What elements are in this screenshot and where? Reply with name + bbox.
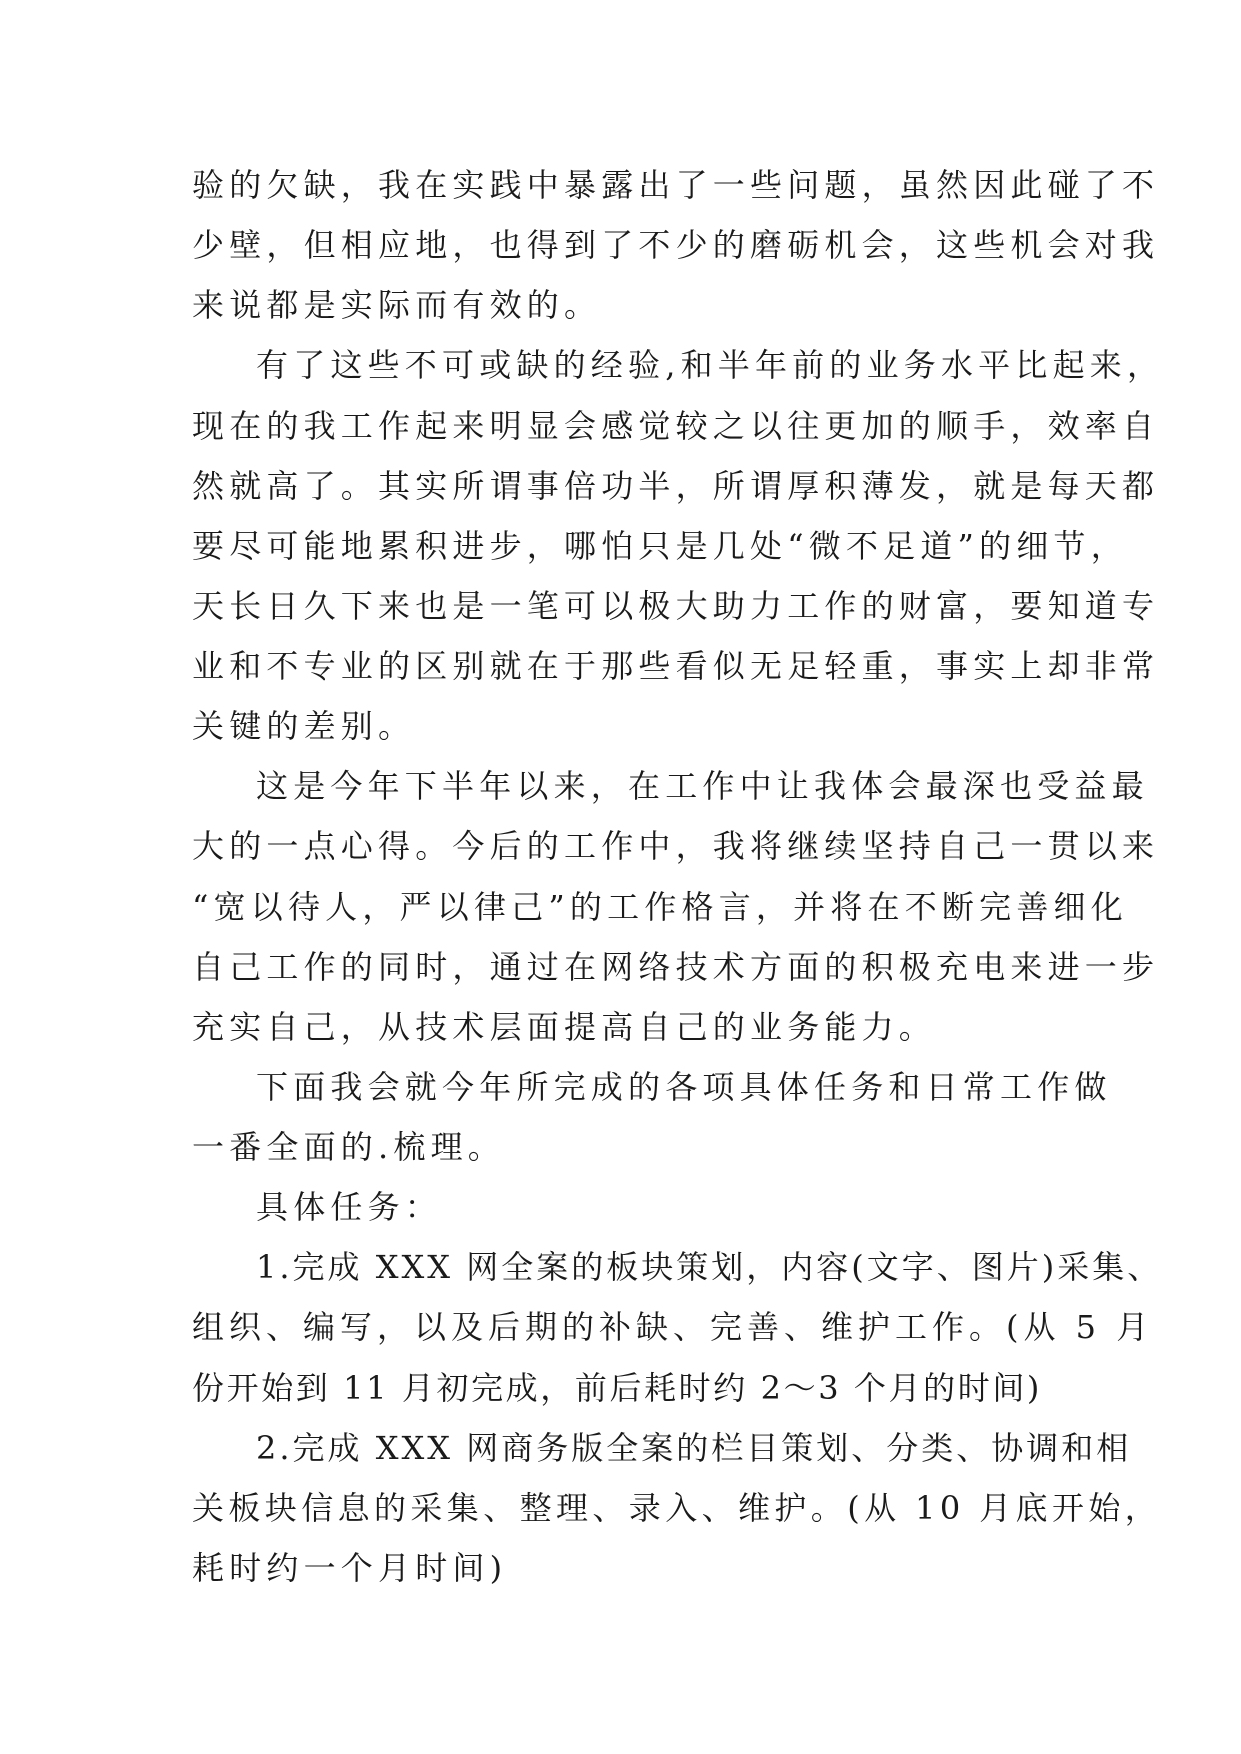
text-line: 关键的差别。 bbox=[192, 707, 416, 745]
text-line: 这是今年下半年以来，在工作中让我体会最深也受益最 bbox=[256, 767, 1149, 805]
text-line: 自己工作的同时，通过在网络技术方面的积极充电来进一步 bbox=[192, 948, 1160, 986]
text-line: 有了这些不可或缺的经验,和半年前的业务水平比起来， bbox=[256, 346, 1165, 384]
text-line: 大的一点心得。今后的工作中，我将继续坚持自己一贯以来 bbox=[192, 827, 1160, 865]
text-line: 耗时约一个月时间) bbox=[192, 1549, 508, 1587]
text-line: 业和不专业的区别就在于那些看似无足轻重，事实上却非常 bbox=[192, 647, 1160, 685]
text-line: 验的欠缺，我在实践中暴露出了一些问题，虽然因此碰了不 bbox=[192, 166, 1160, 204]
text-line: 少壁，但相应地，也得到了不少的磨砺机会，这些机会对我 bbox=[192, 226, 1160, 264]
text-line: 要尽可能地累积进步，哪怕只是几处“微不足道”的细节， bbox=[192, 527, 1128, 565]
text-line: 然就高了。其实所谓事倍功半，所谓厚积薄发，就是每天都 bbox=[192, 467, 1160, 505]
text-line: 份开始到 11 月初完成，前后耗时约 2～3 个月的时间) bbox=[192, 1369, 1043, 1407]
text-line: 2.完成 XXX 网商务版全案的栏目策划、分类、协调和相 bbox=[256, 1429, 1132, 1467]
text-line: 现在的我工作起来明显会感觉较之以往更加的顺手，效率自 bbox=[192, 407, 1160, 445]
text-line: 1.完成 XXX 网全案的板块策划，内容(文字、图片)采集、 bbox=[256, 1248, 1163, 1286]
text-line: 充实自己，从技术层面提高自己的业务能力。 bbox=[192, 1008, 937, 1046]
text-line: 具体任务： bbox=[256, 1188, 443, 1226]
text-line: 天长日久下来也是一笔可以极大助力工作的财富，要知道专 bbox=[192, 587, 1160, 625]
text-line: 组织、编写，以及后期的补缺、完善、维护工作。(从 5 月 bbox=[192, 1308, 1154, 1346]
text-line: 关板块信息的采集、整理、录入、维护。(从 10 月底开始， bbox=[192, 1489, 1162, 1527]
text-line: 来说都是实际而有效的。 bbox=[192, 286, 602, 324]
text-line: 下面我会就今年所完成的各项具体任务和日常工作做 bbox=[256, 1068, 1112, 1106]
text-line: 一番全面的.梳理。 bbox=[192, 1128, 505, 1166]
text-line: “宽以待人，严以律己”的工作格言，并将在不断完善细化 bbox=[192, 888, 1128, 926]
